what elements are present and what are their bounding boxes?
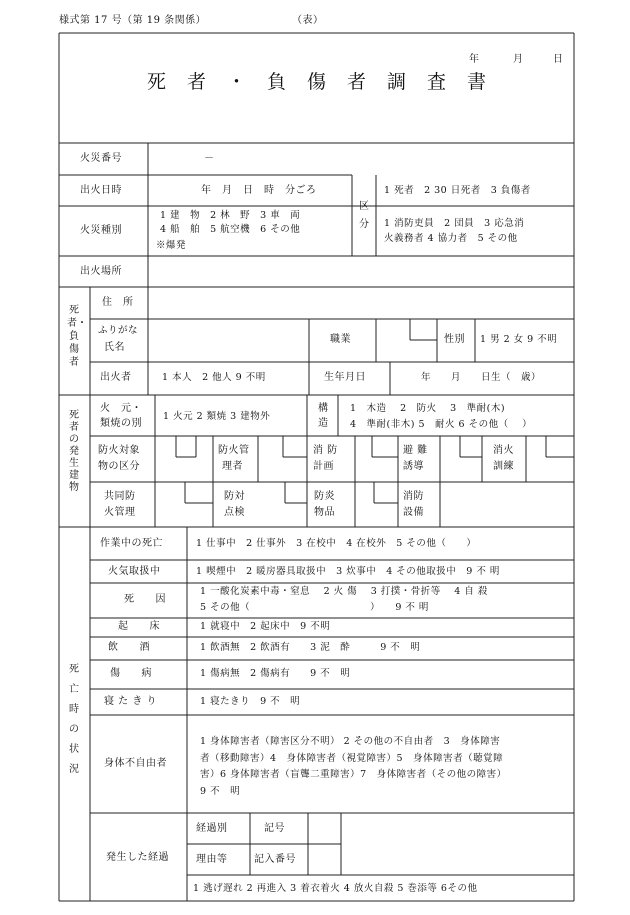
- furigana-label: ふりがな: [98, 325, 139, 336]
- manager-label-2: 理者: [222, 461, 243, 472]
- plan-label-1: 消 防: [313, 445, 338, 456]
- drink-label: 飲 酒: [108, 642, 150, 653]
- bedridden-label: 寝 た き り: [104, 696, 158, 707]
- equip-label-2: 設備: [403, 507, 424, 518]
- birth-value[interactable]: 年 月 日生（ 歳）: [421, 372, 542, 383]
- date-month: 月: [513, 54, 524, 65]
- sex-label: 性別: [444, 334, 465, 345]
- target-label-1: 防火対象: [98, 445, 140, 456]
- birth-label: 生年月日: [324, 372, 366, 383]
- structure-label-2: 造: [318, 418, 329, 429]
- evacuation-label-2: 誘導: [403, 461, 424, 472]
- flame-label-2: 物品: [314, 507, 335, 518]
- reason-label: 理由等: [196, 854, 228, 865]
- drink-value[interactable]: 1 飲酒無 2 飲酒有 3 泥 酔 9 不 明: [200, 642, 421, 653]
- structure-label-1: 構: [318, 403, 329, 414]
- fire-number-label: 火災番号: [80, 153, 122, 164]
- division-line2a[interactable]: 1 消防吏員 2 団員 3 応急消: [384, 218, 525, 229]
- process-label: 発生した経過: [106, 852, 169, 863]
- form-number: 様式第 17 号（第 19 条関係）: [59, 15, 207, 26]
- fire-type-line1[interactable]: 1 建 物 2 林 野 3 車 両: [160, 210, 301, 221]
- name-label: 氏名: [104, 342, 125, 353]
- process-value[interactable]: 1 逃げ遅れ 2 再進入 3 着衣着火 4 放火自殺 5 巻添等 6その他: [193, 883, 478, 894]
- sex-value[interactable]: 1 男 2 女 9 不明: [480, 334, 558, 345]
- page-title: 死者・負傷者調査書: [147, 71, 508, 93]
- origin-label-1: 火 元・: [100, 403, 142, 414]
- check-label-1: 防対: [224, 491, 245, 502]
- equip-label-1: 消防: [403, 491, 424, 502]
- joint-label-1: 共同防: [104, 491, 136, 502]
- disability-line2[interactable]: 者（移動障害）4 身体障害者（視覚障害）5 身体障害者（聴覚障: [200, 753, 504, 764]
- structure-line2[interactable]: 4 準耐(非木) 5 耐火 6 その他（ ）: [350, 419, 533, 430]
- bedridden-value[interactable]: 1 寝たきり 9 不 明: [200, 696, 301, 707]
- disability-line1[interactable]: 1 身体障害者（障害区分不明） 2 その他の不自由者 3 身体障害: [200, 736, 501, 747]
- fire-handling-value[interactable]: 1 喫煙中 2 暖房器具取扱中 3 炊事中 4 その他取扱中 9 不 明: [196, 566, 500, 577]
- division-label: 区分: [359, 201, 369, 230]
- joint-label-2: 火管理: [104, 507, 136, 518]
- target-label-2: 物の区分: [98, 461, 140, 472]
- cause-line1[interactable]: 1 一酸化炭素中毒・窒息 2 火 傷 3 打撲・骨折等 4 自 殺: [200, 586, 488, 597]
- illness-label: 傷 病: [110, 668, 152, 679]
- work-label: 作業中の死亡: [100, 538, 163, 549]
- disability-line3[interactable]: 害）6 身体障害者（盲聾二重障害）7 身体障害者（その他の障害）: [200, 769, 507, 780]
- bed-value[interactable]: 1 就寝中 2 起床中 9 不明: [200, 621, 331, 632]
- fire-type-line2[interactable]: 4 船 舶 5 航空機 6 その他: [160, 224, 301, 235]
- drill-label-2: 訓練: [493, 461, 514, 472]
- manager-label-1: 防火管: [218, 445, 250, 456]
- flame-label-1: 防炎: [314, 491, 335, 502]
- bed-label: 起 床: [118, 621, 160, 632]
- culprit-value[interactable]: 1 本人 2 他人 9 不明: [162, 372, 266, 383]
- entry-number-label: 記入番号: [254, 854, 296, 865]
- address-label: 住 所: [102, 297, 134, 308]
- division-line1[interactable]: 1 死者 2 30 日死者 3 負傷者: [384, 185, 531, 196]
- disability-label: 身体不自由者: [104, 758, 167, 769]
- illness-value[interactable]: 1 傷病無 2 傷病有 9 不 明: [200, 668, 351, 679]
- fire-type-line3[interactable]: ※爆発: [156, 240, 187, 251]
- check-label-2: 点検: [224, 507, 245, 518]
- evacuation-label-1: 避 難: [403, 445, 428, 456]
- origin-value[interactable]: 1 火元 2 類焼 3 建物外: [163, 411, 271, 422]
- fire-type-label: 火災種別: [80, 225, 122, 236]
- cause-label: 死 因: [124, 594, 166, 605]
- plan-label-2: 計画: [313, 461, 334, 472]
- work-value[interactable]: 1 仕事中 2 仕事外 3 在校中 4 在校外 5 その他（ ）: [196, 538, 477, 549]
- fire-place-label: 出火場所: [80, 266, 122, 277]
- fire-datetime-value[interactable]: 年 月 日 時 分ごろ: [201, 185, 317, 196]
- date-day: 日: [553, 54, 564, 65]
- death-group-label: 死亡時の状況: [69, 664, 79, 775]
- job-label: 職業: [330, 334, 351, 345]
- division-line2b[interactable]: 火義務者 4 協力者 5 その他: [384, 233, 518, 244]
- person-group-label: 死者・負傷者: [67, 305, 87, 368]
- origin-label-2: 類焼の別: [100, 418, 142, 429]
- fire-handling-label: 火気取扱中: [108, 566, 161, 577]
- fire-number-value[interactable]: －: [204, 153, 215, 164]
- side-label: （表）: [292, 15, 324, 26]
- disability-line4[interactable]: 9 不 明: [200, 786, 241, 797]
- building-group-label: 死者の発生建物: [69, 410, 79, 493]
- culprit-label: 出火者: [100, 372, 132, 383]
- drill-label-1: 消火: [493, 445, 514, 456]
- cause-line2[interactable]: 5 その他（ ） 9 不 明: [200, 602, 429, 613]
- structure-line1[interactable]: 1 木造 2 防火 3 準耐(木): [350, 403, 506, 414]
- mark-label: 記号: [264, 823, 285, 834]
- date-year: 年: [469, 54, 480, 65]
- fire-datetime-label: 出火日時: [80, 185, 122, 196]
- elapsed-label: 経過別: [196, 823, 228, 834]
